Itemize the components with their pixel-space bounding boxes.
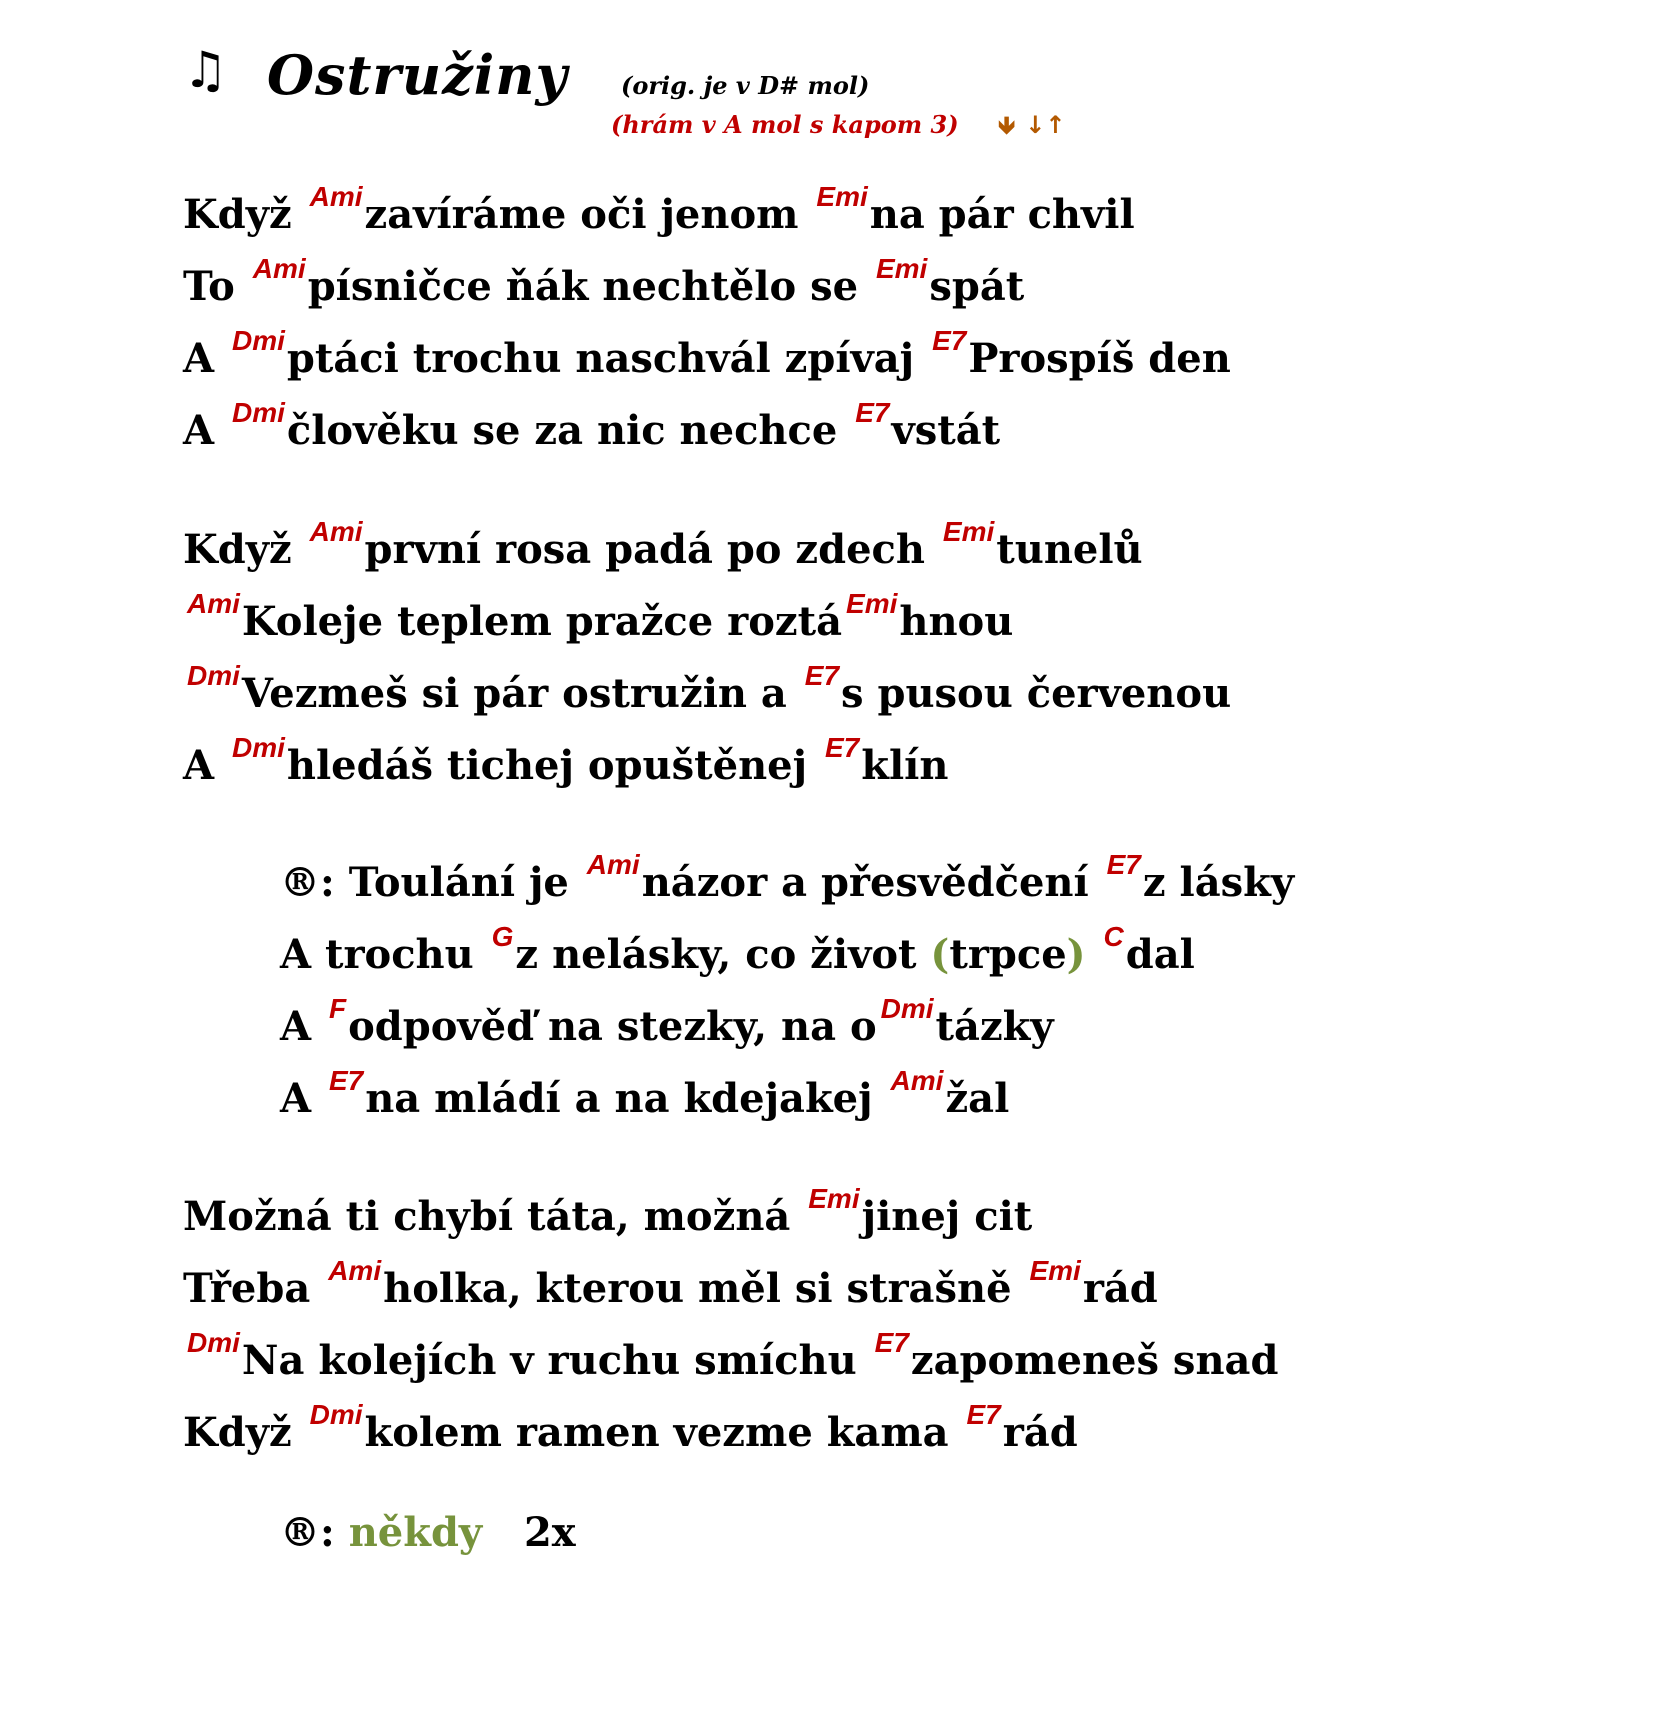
lyric-text: zavíráme oči jenom xyxy=(364,191,813,238)
lyric-text: na mládí a na kdejakej xyxy=(365,1075,887,1122)
chord-label: Dmi xyxy=(880,993,934,1024)
lyric-text: Koleje teplem pražce roztá xyxy=(241,598,843,645)
lyric-text: trpce xyxy=(949,931,1067,978)
lyric-highlight: ( xyxy=(930,931,950,978)
lyric-line xyxy=(183,1399,1078,1462)
lyric-text: A trochu xyxy=(280,931,488,978)
lyric-text: vstát xyxy=(891,407,1001,454)
lyric-text: hnou xyxy=(899,598,1014,645)
lyric-line xyxy=(183,325,1231,388)
lyric-text: 2x xyxy=(482,1509,576,1556)
chord-label: Emi xyxy=(816,181,868,212)
chord-label: E7 xyxy=(1106,849,1141,880)
lyric-text: Když xyxy=(183,526,306,573)
chord-label: Dmi xyxy=(231,397,285,428)
transpose-controls xyxy=(998,109,1075,141)
lyric-line xyxy=(183,1327,1279,1390)
lyric-text: hledáš tichej opuštěnej xyxy=(286,742,821,789)
lyric-text xyxy=(1086,931,1100,978)
lyric-text: klín xyxy=(861,742,949,789)
lyric-text: Na kolejích v ruchu smíchu xyxy=(241,1337,871,1384)
chord-label: E7 xyxy=(328,1065,364,1096)
lyric-text: žal xyxy=(945,1075,1010,1122)
lyric-text: Možná ti chybí táta, možná xyxy=(183,1193,805,1240)
lyric-line xyxy=(280,1065,1010,1128)
lyric-text: s pusou červenou xyxy=(841,670,1232,717)
chord-label: Ami xyxy=(890,1065,944,1096)
music-note-icon: ♫ xyxy=(183,41,228,99)
lyric-text: na pár chvil xyxy=(869,191,1135,238)
lyric-text: ®: xyxy=(280,1509,349,1556)
lyric-text: spát xyxy=(929,263,1025,310)
chord-label: E7 xyxy=(932,325,967,356)
chord-label: E7 xyxy=(966,1399,1001,1430)
lyric-highlight: ) xyxy=(1066,931,1086,978)
lyric-text: ®: Toulání je xyxy=(280,859,583,906)
chord-label: Ami xyxy=(586,849,640,880)
lyric-text: A xyxy=(183,742,228,789)
chord-label: E7 xyxy=(804,660,840,691)
lyric-line xyxy=(183,660,1232,723)
lyric-text: Vezmeš si pár ostružin a xyxy=(241,670,801,717)
lyric-text: Prospíš den xyxy=(968,335,1231,382)
lyric-text: Když xyxy=(183,1409,306,1456)
original-key-note: (orig. je v D# mol) xyxy=(621,71,870,100)
lyric-text: z lásky xyxy=(1142,859,1295,906)
chord-label: Dmi xyxy=(309,1399,363,1430)
lyric-text: kolem ramen vezme kama xyxy=(364,1409,963,1456)
lyric-line xyxy=(183,516,1143,579)
chord-label: G xyxy=(491,921,514,952)
lyric-line xyxy=(280,993,1054,1056)
chord-label: F xyxy=(328,993,347,1024)
transpose-down-icon[interactable]: 🡻 xyxy=(998,111,1016,139)
chord-label: Ami xyxy=(328,1255,382,1286)
chord-label: Ami xyxy=(252,253,306,284)
lyric-line xyxy=(280,921,1195,984)
lyric-text: rád xyxy=(1002,1409,1078,1456)
lyric-highlight: někdy xyxy=(348,1509,483,1556)
lyric-text: Třeba xyxy=(183,1265,325,1312)
chord-label: Ami xyxy=(187,588,240,619)
chord-label: Ami xyxy=(309,516,363,547)
lyric-text: odpověď na stezky, na o xyxy=(348,1003,877,1050)
lyric-text: názor a přesvědčení xyxy=(641,859,1103,906)
capo-note: (hrám v A mol s kapom 3) xyxy=(611,110,959,139)
lyric-text: holka, kterou měl si strašně xyxy=(383,1265,1026,1312)
lyric-line xyxy=(183,181,1135,244)
lyric-line xyxy=(183,253,1025,316)
chord-label: E7 xyxy=(855,397,890,428)
lyric-text: A xyxy=(280,1075,325,1122)
lyric-line xyxy=(183,732,949,795)
lyric-text: rád xyxy=(1082,1265,1158,1312)
lyric-text: člověku se za nic nechce xyxy=(286,407,852,454)
lyric-text: tázky xyxy=(935,1003,1054,1050)
chord-label: Emi xyxy=(846,588,898,619)
song-title: Ostružiny xyxy=(267,43,568,107)
chord-label: Dmi xyxy=(187,1327,240,1358)
chord-label: Dmi xyxy=(231,325,285,356)
chord-label: Emi xyxy=(1029,1255,1081,1286)
chord-label: Ami xyxy=(309,181,363,212)
lyric-text: jinej cit xyxy=(861,1193,1033,1240)
chord-label: Emi xyxy=(808,1183,860,1214)
lyric-line xyxy=(183,588,1014,651)
lyric-text: Když xyxy=(183,191,306,238)
chord-label: Emi xyxy=(875,253,928,284)
lyric-text: A xyxy=(183,407,228,454)
lyric-text: z nelásky, co život xyxy=(515,931,931,978)
lyric-text: A xyxy=(183,335,228,382)
lyric-text: To xyxy=(183,263,249,310)
lyric-line xyxy=(183,1255,1158,1318)
lyric-line xyxy=(280,849,1295,912)
chord-label: Dmi xyxy=(187,660,240,691)
lyric-text: ptáci trochu naschvál zpívaj xyxy=(286,335,929,382)
lyric-text: zapomeneš snad xyxy=(910,1337,1279,1384)
chord-label: E7 xyxy=(874,1327,909,1358)
lyric-text: první rosa padá po zdech xyxy=(364,526,939,573)
lyric-text: písničce ňák nechtělo se xyxy=(307,263,872,310)
lyric-text: dal xyxy=(1125,931,1195,978)
lyric-line xyxy=(280,1508,576,1558)
lyric-line xyxy=(183,1183,1033,1246)
chord-label: C xyxy=(1103,921,1124,952)
lyric-text: A xyxy=(280,1003,325,1050)
lyric-line xyxy=(183,397,1001,460)
chord-label: Dmi xyxy=(231,732,285,763)
lyric-text: tunelů xyxy=(996,526,1143,573)
chord-label: E7 xyxy=(825,732,860,763)
transpose-updown-icon[interactable]: ↓↑ xyxy=(1025,111,1066,139)
chord-label: Emi xyxy=(942,516,995,547)
